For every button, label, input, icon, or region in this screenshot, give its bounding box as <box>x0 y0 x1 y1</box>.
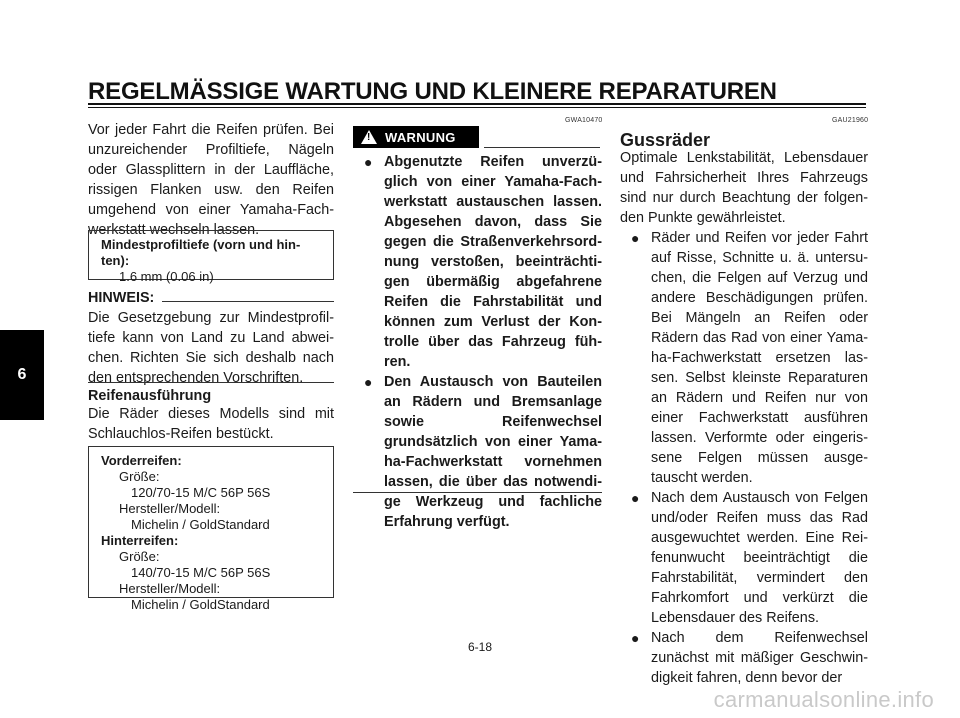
wheel-item: ● Nach dem Reifenwechsel zunächst mit mäßiger Geschwin-digkeit fahren, denn bevor der <box>631 628 868 688</box>
page-title: REGELMÄSSIGE WARTUNG UND KLEINERE REPARATUREN <box>88 78 777 105</box>
front-maker-label: Hersteller/Modell: <box>119 501 221 516</box>
tire-spec-box <box>88 446 334 612</box>
section-code: GAU21960 <box>832 117 869 124</box>
note-rule-top <box>162 301 334 302</box>
wheel-item: ● Räder und Reifen vor jeder Fahrt auf Risse, Schnitte u. ä. untersu-chen, die Felgen auf Verzug und andere Beschädigungen prüfen. Bei Mängeln an Reifen oder Rädern das Rad von einer Yama-ha-Fachwerkstatt ersetzen las-sen. Selbst kleinste Reparaturen an Rädern und Reifen nur von einer Fachwerkstatt ausführen lassen. Verformte oder eingeris-sene Felgen müssen ausge-tauscht werden. <box>631 228 868 488</box>
rear-maker-label: Hersteller/Modell: <box>119 581 221 596</box>
note-text: Die Gesetzgebung zur Mindestprofil-tiefe kann von Land zu Land abwei-chen. Richten Sie sich deshalb nach den entsprechenden Vorschriften. <box>88 310 334 386</box>
tire-check-intro: Vor jeder Fahrt die Reifen prüfen. Bei unzureichender Profiltiefe, Nägeln oder Glassplittern in der Lauffläche, rissigen Flanken usw. den Reifen umgehend von einer Yamaha-Fach-werkstatt wechseln lassen. <box>88 122 334 238</box>
tread-depth-box <box>88 230 334 284</box>
section-heading: Gussräder <box>620 130 711 150</box>
warning-triangle-icon <box>361 130 377 144</box>
page-number: 6-18 <box>467 640 493 654</box>
warning-rule-top <box>484 147 600 148</box>
wheel-intro: Optimale Lenkstabilität, Lebensdauer und Fahrsicherheit Ihres Fahrzeugs sind nur durch Beachtung der folgen-den Punkte gewährleistet. <box>620 150 868 226</box>
wheel-list <box>631 228 868 688</box>
watermark: carmanualsonline.info <box>713 687 934 712</box>
wheel-item: ● Nach dem Austausch von Felgen und/oder Reifen muss das Rad ausgewuchtet werden. Eine Rei-fenunwucht beeinträchtigt die Fahrstabilität, vermindert den Fahrkomfort und verkürzt die Lebensdauer des Reifens. <box>631 488 868 628</box>
front-maker-value: Michelin / GoldStandard <box>131 517 270 532</box>
warning-item: ● Den Austausch von Bauteilen an Rädern und Bremsanlage sowie Reifenwechsel grundsätzlich von einer Yama-ha-Fachwerkstatt vornehmen lassen, die über das notwendi-ge Werkzeug und fachliche Erfahrung verfügt. <box>364 372 602 532</box>
front-size-value: 120/70-15 M/C 56P 56S <box>131 485 271 500</box>
rear-size-value: 140/70-15 M/C 56P 56S <box>131 565 271 580</box>
rear-tire-label: Hinterreifen: <box>101 533 179 548</box>
rear-size-label: Größe: <box>119 549 160 564</box>
tread-depth-value: 1.6 mm (0.06 in) <box>119 269 214 284</box>
tire-type-text: Die Räder dieses Modells sind mit Schlauchlos-Reifen bestückt. <box>88 406 334 442</box>
note-rule-bottom <box>88 382 334 383</box>
front-tire-label: Vorderreifen: <box>101 453 182 468</box>
warning-item: ● Abgenutzte Reifen unverzü-glich von einer Yamaha-Fach-werkstatt austauschen lassen. Abgesehen davon, dass Sie gegen die Straßenverkehrsord-nung verstoßen, beeinträchti-gen übermäßig abgefahrene Reifen die Fahrstabilität und können zum Verlust der Kon-trolle über das Fahrzeug füh-ren. <box>364 152 602 372</box>
warning-badge <box>353 126 479 148</box>
chapter-tab: 6 <box>0 330 44 420</box>
warning-rule-bottom <box>353 492 602 493</box>
warning-label: WARNUNG <box>385 129 456 145</box>
title-rule <box>88 103 866 108</box>
note-label: HINWEIS: <box>88 290 155 306</box>
tread-depth-label: Mindestprofiltiefe (vorn und hin-ten): <box>101 237 301 268</box>
front-size-label: Größe: <box>119 469 160 484</box>
warning-code: GWA10470 <box>565 117 603 124</box>
rear-maker-value: Michelin / GoldStandard <box>131 597 270 612</box>
warning-list <box>364 152 602 532</box>
tire-type-heading: Reifenausführung <box>88 388 212 404</box>
